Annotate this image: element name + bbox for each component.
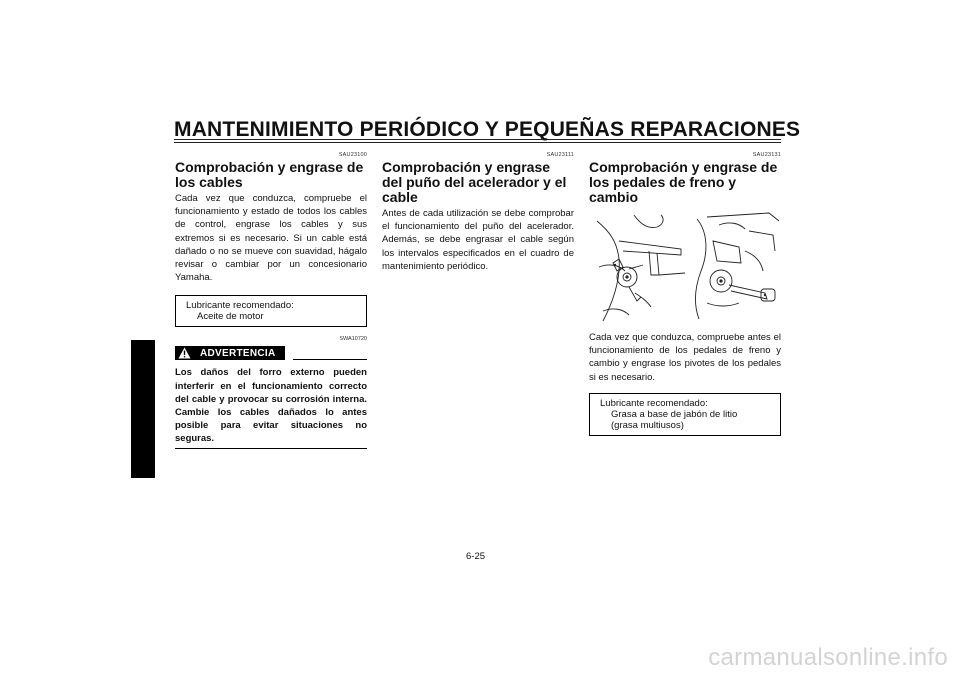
warning-label: ADVERTENCIA xyxy=(200,347,276,359)
warning-code: SWA10720 xyxy=(339,336,367,343)
warning-text: Los daños del forro externo pueden interferir en el funcionamiento correcto del cable y provocar su corrosión interna. Cambie los cables dañados lo antes posible para evitar situaciones no seguras. xyxy=(175,367,367,445)
lubricant-value: Grasa a base de jabón de litio xyxy=(611,408,738,420)
section-title: Comprobación y engrase del puño del acelerador y el cable xyxy=(382,159,567,205)
lubricant-label: Lubricante recomendado: xyxy=(186,300,294,312)
warning-bottom-rule xyxy=(175,448,367,449)
page-title: MANTENIMIENTO PERIÓDICO Y PEQUEÑAS REPARACIONES xyxy=(174,118,801,141)
chapter-tab xyxy=(131,340,155,478)
watermark: carmanualsonline.info xyxy=(708,644,948,671)
section-pedals xyxy=(589,152,781,436)
header-rule-bottom xyxy=(174,142,781,143)
section-code: SAU23131 xyxy=(752,152,781,158)
warning-badge xyxy=(175,346,285,360)
chapter-number: 6 xyxy=(141,364,148,376)
lubricant-box xyxy=(175,295,367,327)
section-title: Comprobación y engrase de los cables xyxy=(175,159,364,190)
warning-rule xyxy=(293,359,367,360)
section-body: Cada vez que conduzca, compruebe el funcionamiento y estado de todos los cables de control, engrase los cables y sus extremos si es necesario. Si un cable está dañado o no se mueve con suavidad, hágalo revisar o cambiar por un concesionario Yamaha. xyxy=(175,193,367,284)
lubricant-box xyxy=(589,393,781,436)
section-code: SAU23111 xyxy=(546,152,574,158)
pedals-illustration xyxy=(589,211,781,323)
warning-triangle-icon xyxy=(175,346,193,360)
section-code: SAU23100 xyxy=(338,152,367,158)
lubricant-value-note: (grasa multiusos) xyxy=(611,419,684,431)
warning-header xyxy=(175,336,367,364)
lubricant-label: Lubricante recomendado: xyxy=(600,397,708,409)
section-cables xyxy=(175,152,367,449)
section-title: Comprobación y engrase de los pedales de freno y cambio xyxy=(589,159,778,205)
section-body: Antes de cada utilización se debe comprobar el funcionamiento del puño del acelerador. Además, se debe engrasar el cable según los intervalos especificados en el cuadro de mantenimiento periódico. xyxy=(382,208,574,272)
header-rule-top xyxy=(174,139,781,140)
section-throttle xyxy=(382,152,574,273)
section-body: Cada vez que conduzca, compruebe antes el funcionamiento de los pedales de freno y cambio y engrase los pivotes de los pedales si es necesario. xyxy=(589,332,781,383)
lubricant-value: Aceite de motor xyxy=(197,311,264,323)
page-number: 6-25 xyxy=(466,551,486,562)
